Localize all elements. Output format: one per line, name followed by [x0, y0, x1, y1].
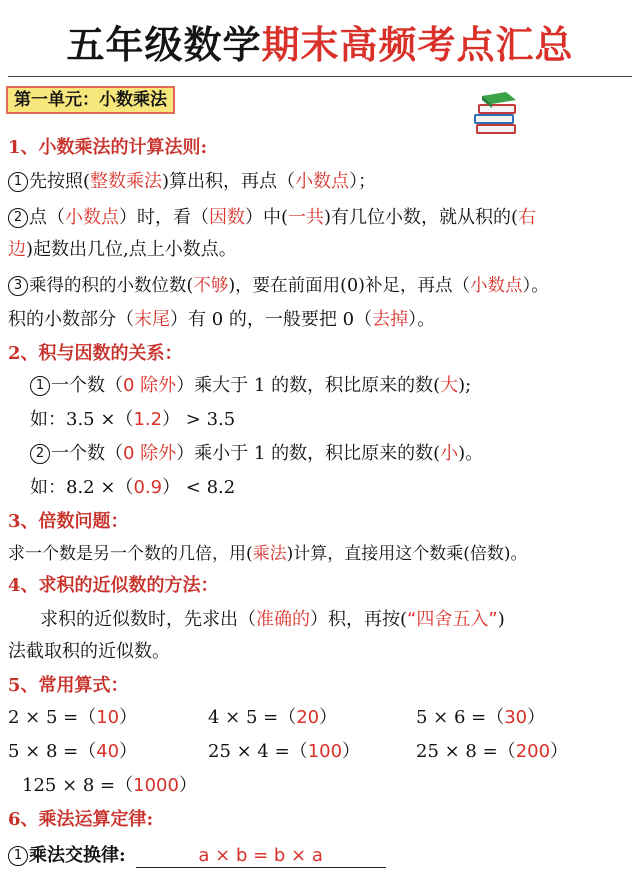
rule-1-2: 2 点（小数点）时，看（因数）中(一共)有几位小数，就从积的(右 [8, 204, 536, 232]
rule-2-2: 2 一个数（0 除外）乘小于 1 的数，积比原来的数(小)。 [30, 440, 483, 468]
rule-1-1: 1 先按照(整数乘法)算出积，再点（小数点）； [8, 168, 376, 196]
calc-item: 25 × 4 =（100） [208, 741, 361, 762]
section-4-heading: 4、求积的近似数的方法： [8, 575, 219, 596]
section-1-heading: 1、小数乘法的计算法则: [8, 137, 208, 158]
title-divider [8, 76, 632, 77]
page-title: 五年级数学期末高频考点汇总 [66, 23, 574, 67]
rule-4-1-cont: 法截取积的近似数。 [8, 641, 170, 662]
example-2-2: 如：8.2 ×（0.9） < 8.2 [30, 477, 236, 498]
calc-item: 2 × 5 =（10） [8, 707, 138, 728]
calc-item: 25 × 8 =（200） [416, 741, 569, 762]
section-6-heading: 6、乘法运算定律: [8, 809, 154, 830]
rule-2-1: 1 一个数（0 除外）乘大于 1 的数，积比原来的数(大); [30, 372, 471, 400]
section-2-heading: 2、积与因数的关系： [8, 343, 183, 364]
rule-1-3-cont: 积的小数部分（末尾）有 0 的，一般要把 0（去掉）。 [8, 309, 436, 330]
calc-item: 5 × 8 =（40） [8, 741, 138, 762]
rule-3-1: 求一个数是另一个数的几倍，用(乘法)计算，直接用这个数乘(倍数)。 [8, 544, 528, 564]
rule-1-2-cont: 边)起数出几位,点上小数点。 [8, 239, 237, 260]
unit-label: 第一单元：小数乘法 [6, 86, 175, 114]
section-5-heading: 5、常用算式： [8, 675, 129, 696]
example-2-1: 如：3.5 ×（1.2） > 3.5 [30, 409, 236, 430]
section-3-heading: 3、倍数问题： [8, 511, 129, 532]
rule-4-1: 求积的近似数时，先求出（准确的）积，再按(“四舍五入”) [40, 609, 505, 630]
books-icon [470, 90, 522, 138]
calc-item: 4 × 5 =（20） [208, 707, 338, 728]
calc-item: 5 × 6 =（30） [416, 707, 546, 728]
rule-1-3: 3 乘得的积的小数位数(不够)，要在前面用(0)补足，再点（小数点）。 [8, 272, 549, 300]
answer-blank: a × b = b × a [136, 845, 386, 868]
rule-6-1: 1 乘法交换律: a × b = b × a [8, 842, 386, 870]
calc-item: 125 × 8 =（1000） [22, 775, 197, 796]
